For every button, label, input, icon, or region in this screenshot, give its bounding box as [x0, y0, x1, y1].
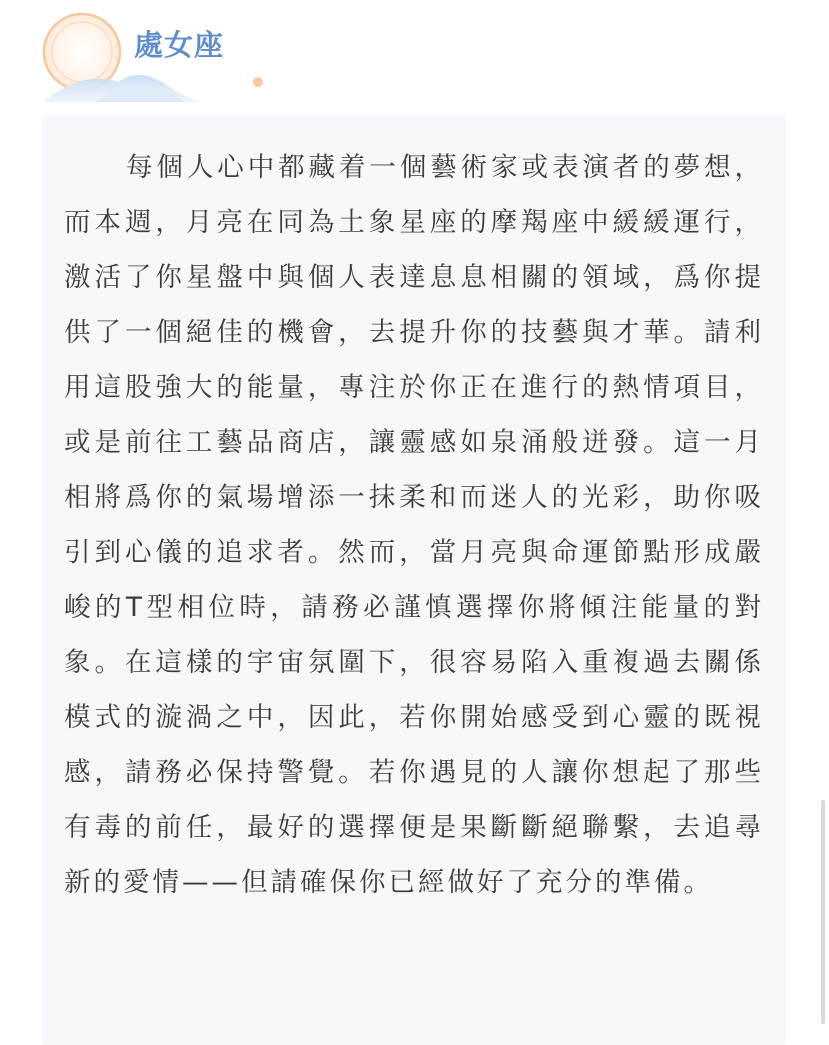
article-body: 每個人心中都藏着一個藝術家或表演者的夢想，而本週，月亮在同為土象星座的摩羯座中緩緩運行，激活了你星盤中與個人表達息息相關的領域，爲你提供了一個絕佳的機會，去提升你的技藝與才華。請利用這股強大的能量，專注於你正在進行的熱情項目，或是前往工藝品商店，讓靈感如泉涌般迸發。這一月相將爲你的氣場增添一抹柔和而迷人的光彩，助你吸引到心儀的追求者。然而，當月亮與命運節點形成嚴峻的T型相位時，請務必謹慎選擇你將傾注能量的對象。在這樣的宇宙氛圍下，很容易陷入重複過去關係模式的漩渦之中，因此，若你開始感受到心靈的既視感，請務必保持警覺。若你遇見的人讓你想起了那些有毒的前任，最好的選擇便是果斷斷絕聯繫，去追尋新的愛情——但請確保你已經做好了充分的準備。	[64, 152, 764, 898]
scrollbar[interactable]	[821, 800, 825, 1024]
section-title: 處女座	[134, 28, 225, 62]
